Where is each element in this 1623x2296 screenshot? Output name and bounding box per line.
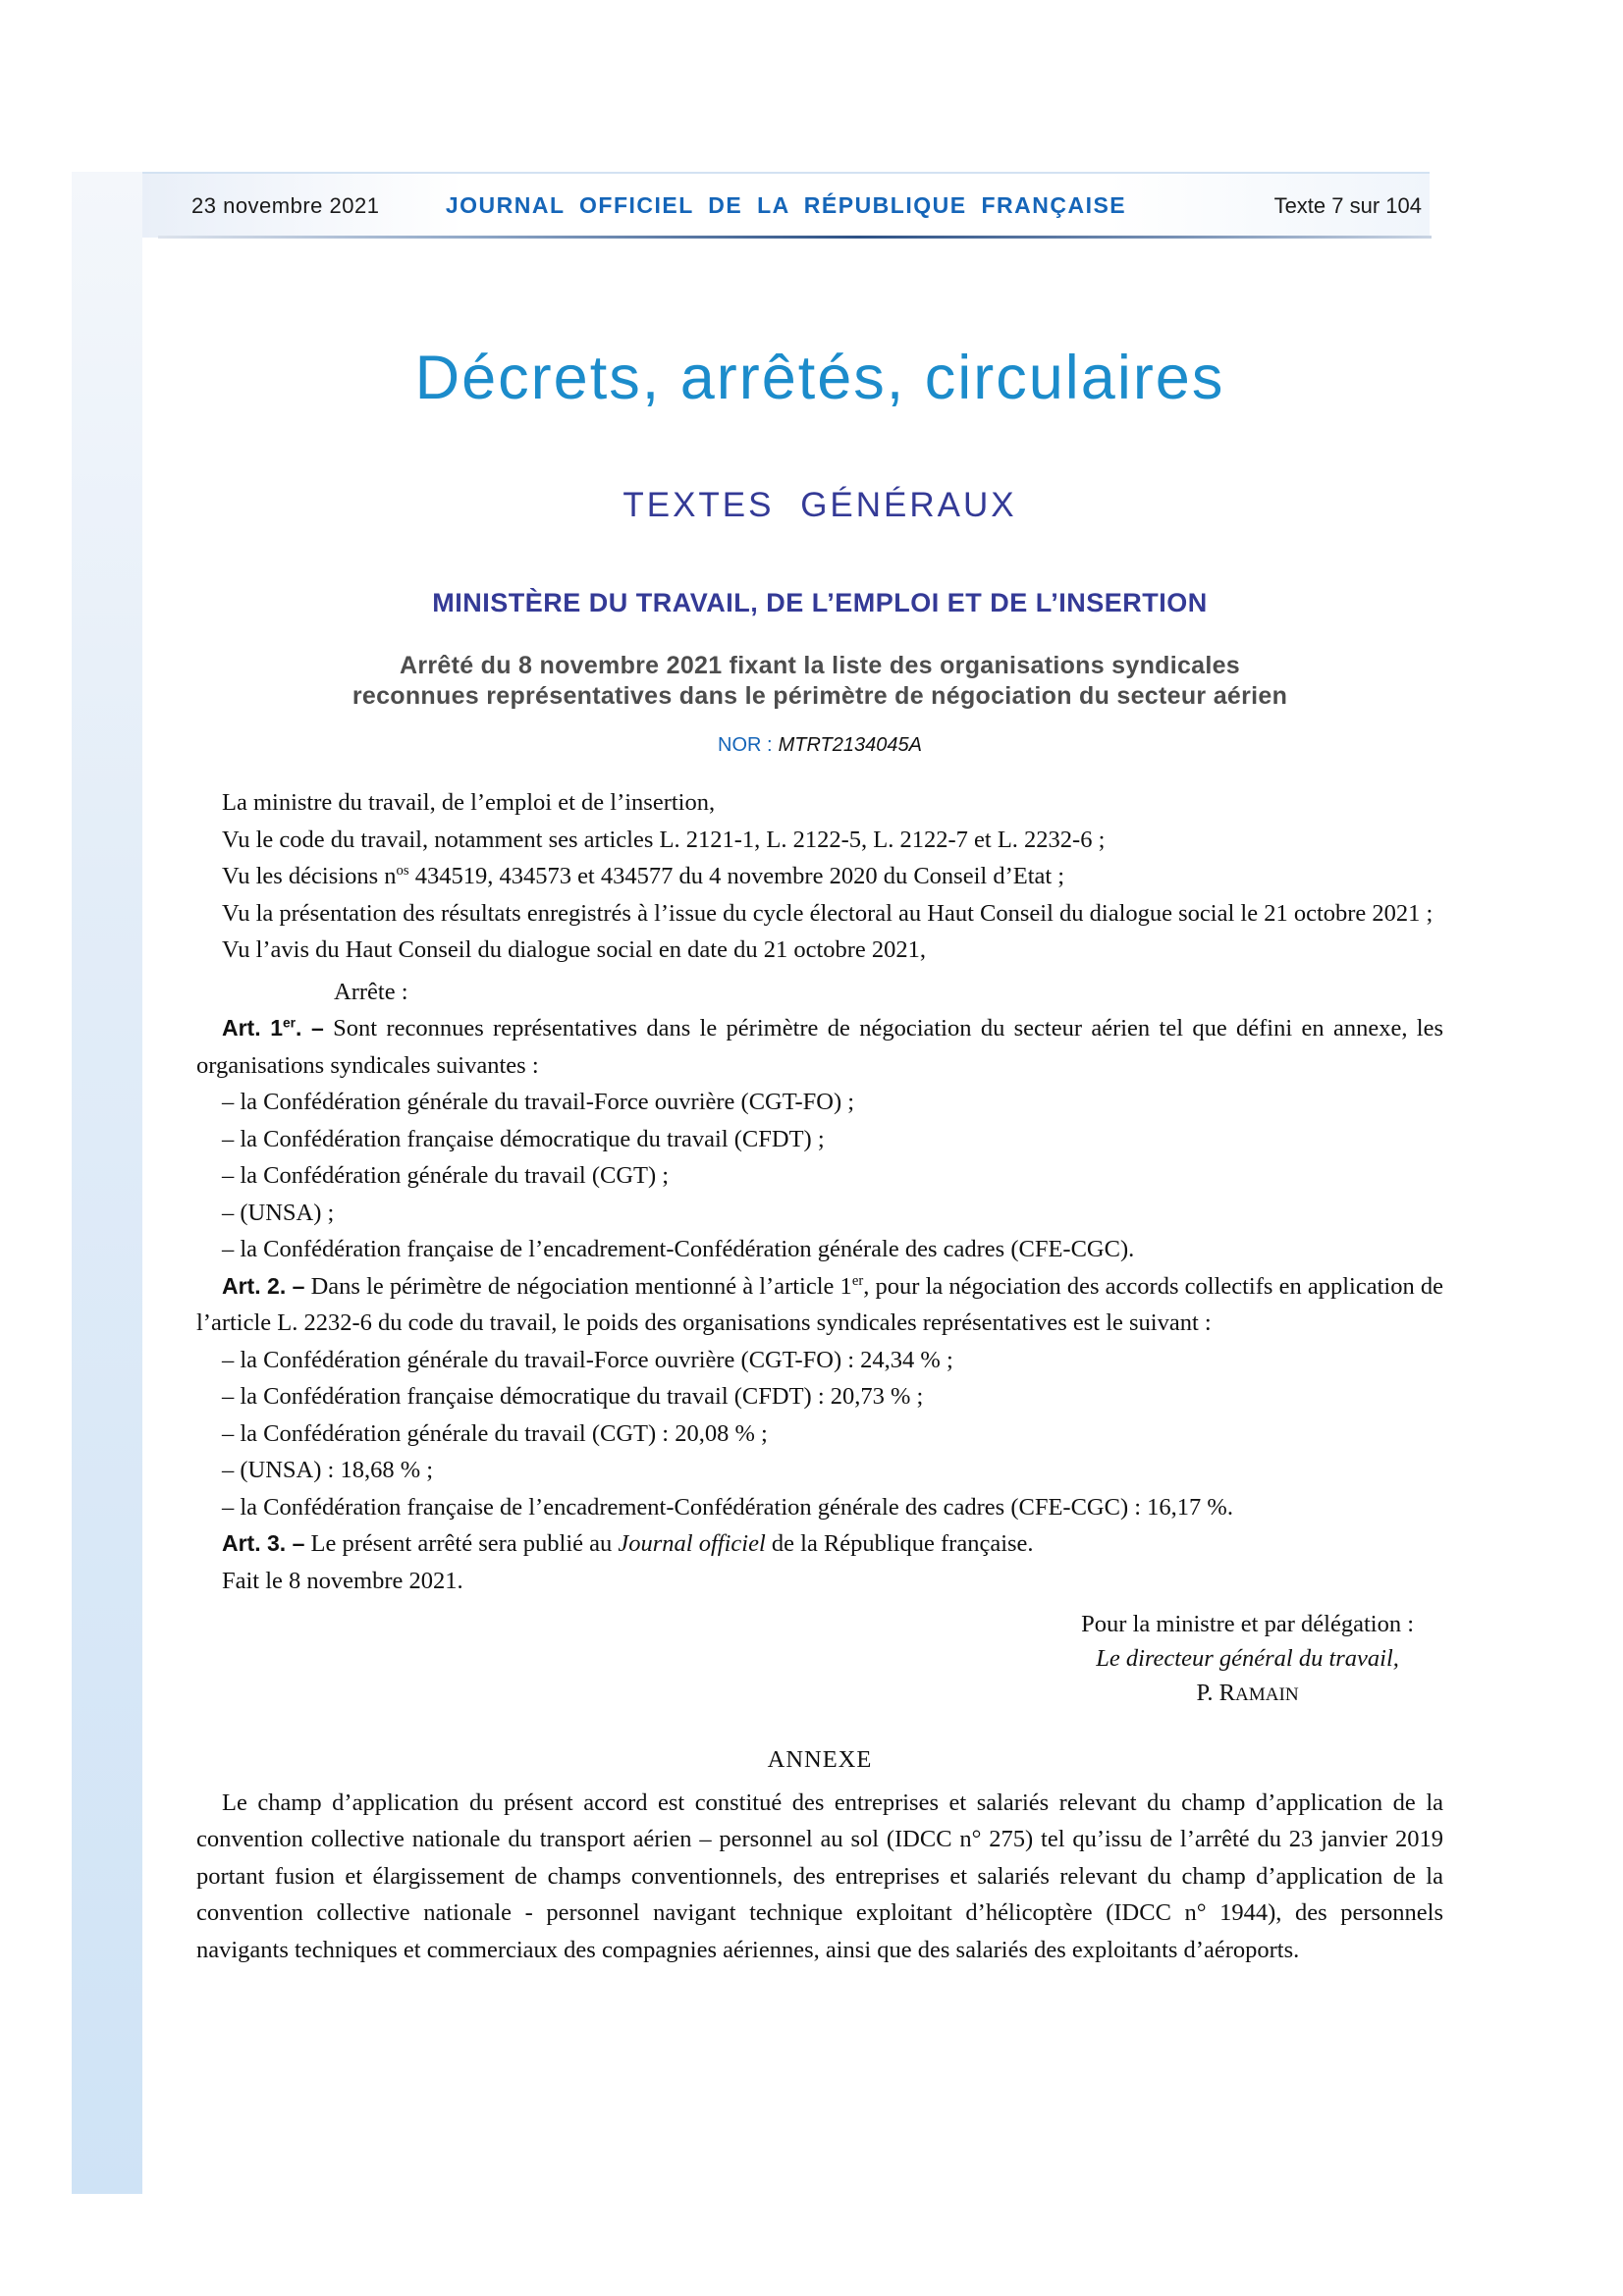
list-item: – la Confédération générale du travail (CGT) ;	[222, 1162, 670, 1189]
article-3-text: Le présent arrêté sera publié au	[304, 1530, 619, 1557]
decree-title	[196, 651, 1443, 712]
article-1	[196, 1010, 1443, 1084]
annexe-paragraph: Le champ d’application du présent accord est constitué des entreprises et salariés relevant du champ d’application de la convention collective nationale du transport aérien – personnel au sol (IDCC n° 275) tel qu’issu de l’arrêté du 23 janvier 2019 portant fusion et élargissement de champs conventionnels, des entreprises et salariés relevant du champ d’application de la convention collective nationale - personnel navigant technique exploitant d’hélicoptère (IDCC n° 1944), des personnels navigants techniques et commerciaux des compagnies aériennes, ainsi que des salariés des exploitants d’aéroports.	[196, 1789, 1443, 1963]
page-header	[142, 172, 1430, 238]
article-3	[196, 1525, 1443, 1563]
visa-2-superscript: os	[396, 862, 409, 879]
article-1-superscript: er	[283, 1015, 297, 1031]
article-2	[196, 1268, 1443, 1342]
visa-3: Vu la présentation des résultats enregistrés à l’issue du cycle électoral au Haut Conseil du dialogue social le 21 octobre 2021 ;	[222, 899, 1434, 927]
decree-title-line1: Arrêté du 8 novembre 2021 fixant la liste des organisations syndicales	[399, 652, 1241, 679]
date-line: Fait le 8 novembre 2021.	[222, 1567, 463, 1594]
list-item: – la Confédération générale du travail-Force ouvrière (CGT-FO) ;	[222, 1089, 855, 1115]
signature-block	[1081, 1607, 1414, 1712]
header-journal-title: JOURNAL OFFICIEL DE LA RÉPUBLIQUE FRANÇAISE	[445, 192, 1127, 218]
page-edge-strip	[72, 172, 142, 2194]
signature-delegation: Pour la ministre et par délégation :	[1081, 1611, 1414, 1637]
document-body	[196, 245, 1443, 1968]
annexe-title: ANNEXE	[767, 1746, 873, 1773]
article-3-label: Art. 3. –	[222, 1530, 305, 1556]
ministry-title: MINISTÈRE DU TRAVAIL, DE L’EMPLOI ET DE L’INSERTION	[432, 588, 1208, 617]
list-item: – la Confédération générale du travail (CGT) : 20,08 % ;	[222, 1419, 768, 1447]
article-3-italic: Journal officiel	[618, 1530, 766, 1557]
header-text-ref: Texte 7 sur 104	[1273, 193, 1422, 218]
visa-1: Vu le code du travail, notamment ses articles L. 2121-1, L. 2122-5, L. 2122-7 et L. 2232-6 ;	[222, 826, 1106, 853]
article-1-text: Sont reconnues représentatives dans le périmètre de négociation du secteur aérien tel que défini en annexe, les organisations syndicales suivantes :	[196, 1015, 1443, 1079]
list-item: – la Confédération française démocratique du travail (CFDT) : 20,73 % ;	[222, 1383, 924, 1410]
decree-title-line2: reconnues représentatives dans le périmètre de négociation du secteur aérien	[352, 682, 1288, 710]
list-item: – (UNSA) : 18,68 % ;	[222, 1457, 434, 1483]
list-item: – (UNSA) ;	[222, 1199, 335, 1226]
visa-2-text: Vu les décisions n	[222, 863, 397, 889]
nor-line	[196, 733, 1443, 757]
visa-2	[196, 858, 1443, 895]
list-item: – la Confédération française démocratique du travail (CFDT) ;	[222, 1125, 825, 1152]
preamble-intro: La ministre du travail, de l’emploi et de l’insertion,	[222, 789, 716, 816]
visa-4: Vu l’avis du Haut Conseil du dialogue social en date du 21 octobre 2021,	[222, 936, 927, 963]
list-item: – la Confédération française de l’encadrement-Confédération générale des cadres (CFE-CGC) : 16,17 %.	[222, 1493, 1233, 1521]
signature-name: P. RAMAIN	[1196, 1680, 1299, 1706]
header-rule	[158, 236, 1432, 239]
arrete-line: Arrête :	[334, 978, 408, 1005]
signature-function: Le directeur général du travail,	[1096, 1645, 1399, 1672]
article-2-label: Art. 2. –	[222, 1272, 305, 1299]
decree-text	[196, 784, 1443, 1968]
nor-label: NOR :	[718, 734, 773, 756]
article-3-text-end: de la République française.	[765, 1530, 1034, 1557]
section-title: TEXTES GÉNÉRAUX	[622, 486, 1017, 524]
main-title: Décrets, arrêtés, circulaires	[414, 344, 1225, 412]
article-2-superscript: er	[851, 1272, 864, 1289]
visa-2-text-end: 434519, 434573 et 434577 du 4 novembre 2020 du Conseil d’Etat ;	[408, 863, 1065, 889]
list-item: – la Confédération générale du travail-Force ouvrière (CGT-FO) : 24,34 % ;	[222, 1346, 953, 1373]
header-date: 23 novembre 2021	[191, 193, 380, 218]
article-1-label: Art. 1er. –	[222, 1015, 324, 1041]
article-2-text-end: , pour la négociation des accords collectifs en application de l’article L. 2232-6 du code du travail, le poids des organisations syndicales représentatives est le suivant :	[196, 1272, 1443, 1336]
nor-value: MTRT2134045A	[778, 734, 922, 756]
list-item: – la Confédération française de l’encadrement-Confédération générale des cadres (CFE-CGC).	[222, 1236, 1135, 1262]
article-2-text: Dans le périmètre de négociation mentionné à l’article 1	[304, 1272, 852, 1300]
